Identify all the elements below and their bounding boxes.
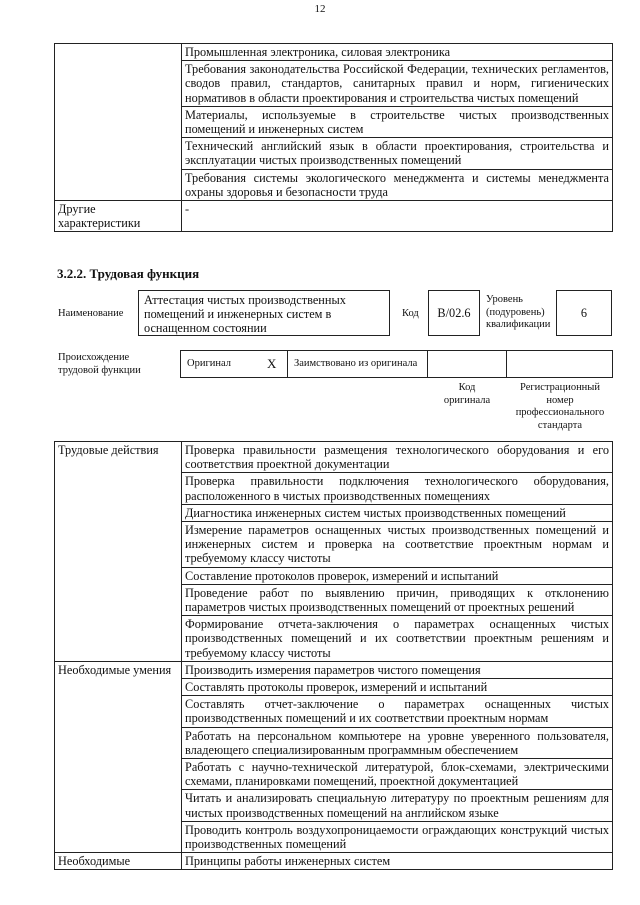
- original-label: Оригинал: [187, 358, 231, 369]
- required-skills-label: Необходимые умения: [55, 661, 182, 852]
- knowledge-label-continued: [55, 44, 182, 201]
- knowledge-item: Требования законодательства Российской Федерации, технических регламентов, сводов правил, стандартов, санитарных правил и норм, гигиенических нормативов в области проектирования и строительства чистых помещений: [182, 61, 613, 107]
- function-name-box: [138, 290, 390, 336]
- function-name-value: Аттестация чистых производственных помещений и инженерных систем в оснащенном состоянии: [144, 293, 346, 335]
- knowledge-item: Требования системы экологического менеджмента и системы менеджмента охраны здоровья и безопасности труда: [182, 169, 613, 200]
- other-characteristics-label: Другие характеристики: [55, 201, 182, 232]
- origin-label: Происхождение трудовой функции: [58, 352, 141, 376]
- reg-caption: Регистрационный номер профессионального стандарта: [515, 382, 605, 431]
- code-caption: Код оригинала: [443, 382, 491, 406]
- code-label: Код: [402, 308, 419, 319]
- level-box: [556, 290, 612, 336]
- labor-function-table: [54, 441, 613, 870]
- table-row: [55, 201, 613, 232]
- original-mark: X: [267, 356, 277, 371]
- knowledge-item: Промышленная электроника, силовая электроника: [182, 44, 613, 61]
- required-skill-item: Работать на персональном компьютере на уровне уверенного пользователя, владеющего специализированным программным обеспечением: [182, 727, 613, 758]
- required-skill-item: Производить измерения параметров чистого помещения: [182, 661, 613, 678]
- labor-action-item: Составление протоколов проверок, измерений и испытаний: [182, 567, 613, 584]
- table-row: [55, 442, 613, 473]
- labor-action-item: Проверка правильности подключения технологического оборудования, расположенного в чистых производственных помещениях: [182, 473, 613, 504]
- level-label: Уровень (подуровень) квалификации: [486, 294, 551, 330]
- other-characteristics-value: -: [182, 201, 613, 232]
- required-skill-item: Работать с научно-технической литературой, блок-схемами, электрическими схемами, планировками помещений, проектной документацией: [182, 759, 613, 790]
- table-row: [55, 661, 613, 678]
- table-row: [55, 853, 613, 870]
- required-knowledge-item: Принципы работы инженерных систем: [182, 853, 613, 870]
- required-skill-item: Составлять протоколы проверок, измерений и испытаний: [182, 679, 613, 696]
- labor-action-item: Проверка правильности размещения технологического оборудования и его соответствия проектной документации: [182, 442, 613, 473]
- labor-actions-label: Трудовые действия: [55, 442, 182, 662]
- table-row: [55, 44, 613, 61]
- labor-action-item: Измерение параметров оснащенных чистых производственных помещений и инженерных систем и проверка на соответствие проектным нормам и требуемому классу чистоты: [182, 522, 613, 568]
- knowledge-item: Технический английский язык в области проектирования, строительства и эксплуатации чистых производственных помещений: [182, 138, 613, 169]
- required-skill-item: Читать и анализировать специальную литературу по проектным решениям для чистых производственных помещений на английском языке: [182, 790, 613, 821]
- labor-action-item: Диагностика инженерных систем чистых производственных помещений: [182, 504, 613, 521]
- borrowed-label: Заимствовано из оригинала: [294, 358, 418, 369]
- name-label: Наименование: [58, 308, 124, 319]
- origin-row: [180, 350, 613, 378]
- section-heading: 3.2.2. Трудовая функция: [57, 266, 200, 281]
- knowledge-item: Материалы, используемые в строительстве чистых производственных помещений и инженерных систем: [182, 106, 613, 137]
- required-skill-item: Составлять отчет-заключение о параметрах оснащенных чистых производственных помещений и их соответствии проектным нормам: [182, 696, 613, 727]
- code-box: [428, 290, 480, 336]
- page-number: 12: [314, 3, 326, 15]
- knowledge-table-continued: [54, 43, 613, 232]
- required-knowledge-label: Необходимые: [55, 853, 182, 870]
- labor-action-item: Проведение работ по выявлению причин, приводящих к отклонению параметров чистых производственных помещений от проектных решений: [182, 584, 613, 615]
- level-value: 6: [580, 306, 588, 320]
- required-skill-item: Проводить контроль воздухопроницаемости ограждающих конструкций чистых производственных помещений: [182, 821, 613, 852]
- code-value: B/02.6: [437, 306, 471, 320]
- labor-action-item: Формирование отчета-заключения о параметрах оснащенных чистых производственных помещений и их соответствии проектным решениям и требуемому классу чистоты: [182, 616, 613, 662]
